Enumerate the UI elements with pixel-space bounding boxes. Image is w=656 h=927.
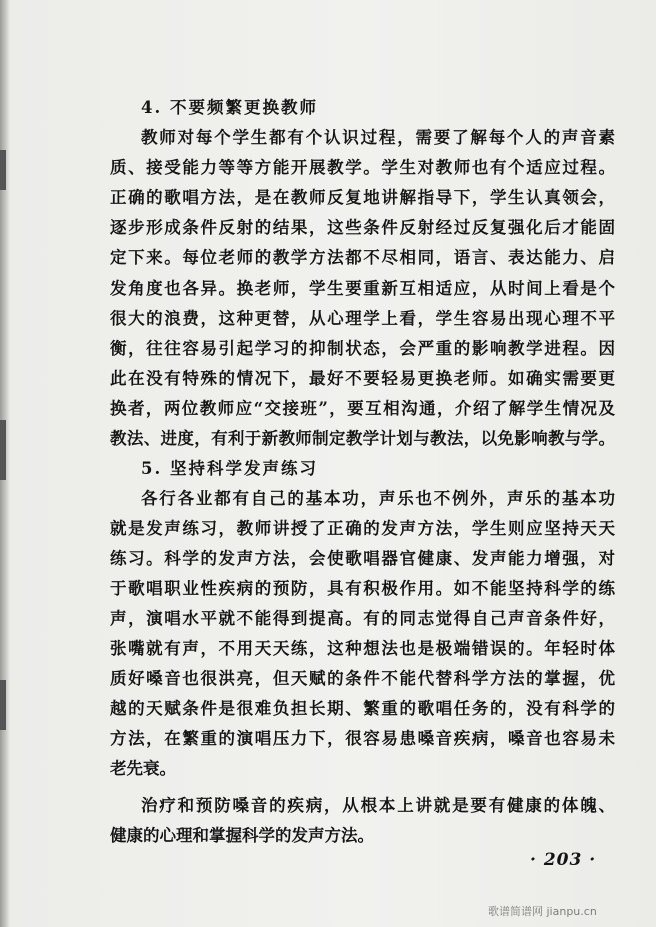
paragraph-line: 正确的歌唱方法，是在教师反复地讲解指导下，学生认真领会，	[110, 188, 615, 207]
paragraph-line: 此在没有特殊的情况下，最好不要轻易更换老师。如确实需要更	[110, 369, 615, 388]
paragraph-line: 声，演唱水平就不能得到提高。有的同志觉得自己声音条件好，	[110, 609, 615, 628]
paragraph-line: 换者，两位教师应“交接班”，要互相沟通，介绍了解学生情况及	[110, 399, 615, 418]
paragraph-line: 教法、进度，有利于新教师制定教学计划与教法，以免影响教与学。	[110, 429, 615, 448]
paragraph-line: 治疗和预防嗓音的疾病，从根本上讲就是要有健康的体魄、	[141, 796, 615, 815]
scan-edge-mark	[0, 150, 6, 190]
section-4-heading: 4. 不要频繁更换教师	[141, 98, 318, 117]
paragraph-line: 逐步形成条件反射的结果，这些条件反射经过反复强化后才能固	[110, 218, 615, 237]
page-number: · 203 ·	[530, 850, 597, 870]
scan-edge-mark	[0, 680, 6, 730]
paragraph-line: 各行各业都有自己的基本功，声乐也不例外，声乐的基本功	[141, 489, 615, 508]
paragraph-line: 健康的心理和掌握科学的发声方法。	[110, 826, 374, 845]
paragraph-line: 质好嗓音也很洪亮，但天赋的条件不能代替科学方法的掌握，优	[110, 669, 615, 688]
paragraph-line: 定下来。每位老师的教学方法都不尽相同，语言、表达能力、启	[110, 248, 615, 267]
paragraph-line: 方法，在繁重的演唱压力下，很容易患嗓音疾病，嗓音也容易未	[110, 729, 615, 748]
paragraph-line: 衡，往往容易引起学习的抑制状态，会严重的影响教学进程。因	[110, 339, 615, 358]
site-watermark: 歌谱简谱网 jianpu.cn	[488, 905, 597, 918]
scan-edge-mark	[0, 420, 6, 480]
paragraph-line: 质、接受能力等等方能开展教学。学生对教师也有个适应过程。	[110, 158, 615, 177]
paragraph-line: 就是发声练习，教师讲授了正确的发声方法，学生则应坚持天天	[110, 519, 615, 538]
paragraph-line: 张嘴就有声，不用天天练，这种想法也是极端错误的。年轻时体	[110, 639, 615, 658]
paragraph-line: 老先衰。	[110, 759, 176, 778]
paragraph-line: 发角度也各异。换老师，学生要重新互相适应，从时间上看是个	[110, 279, 615, 298]
paragraph-line: 教师对每个学生都有个认识过程，需要了解每个人的声音素	[141, 128, 615, 147]
paragraph-line: 越的天赋条件是很难负担长期、繁重的歌唱任务的，没有科学的	[110, 699, 615, 718]
paragraph-line: 于歌唱职业性疾病的预防，具有积极作用。如不能坚持科学的练	[110, 579, 615, 598]
section-5-heading: 5. 坚持科学发声练习	[141, 459, 318, 478]
paragraph-line: 很大的浪费，这种更替，从心理学上看，学生容易出现心理不平	[110, 309, 615, 328]
paragraph-line: 练习。科学的发声方法，会使歌唱器官健康、发声能力增强，对	[110, 549, 615, 568]
